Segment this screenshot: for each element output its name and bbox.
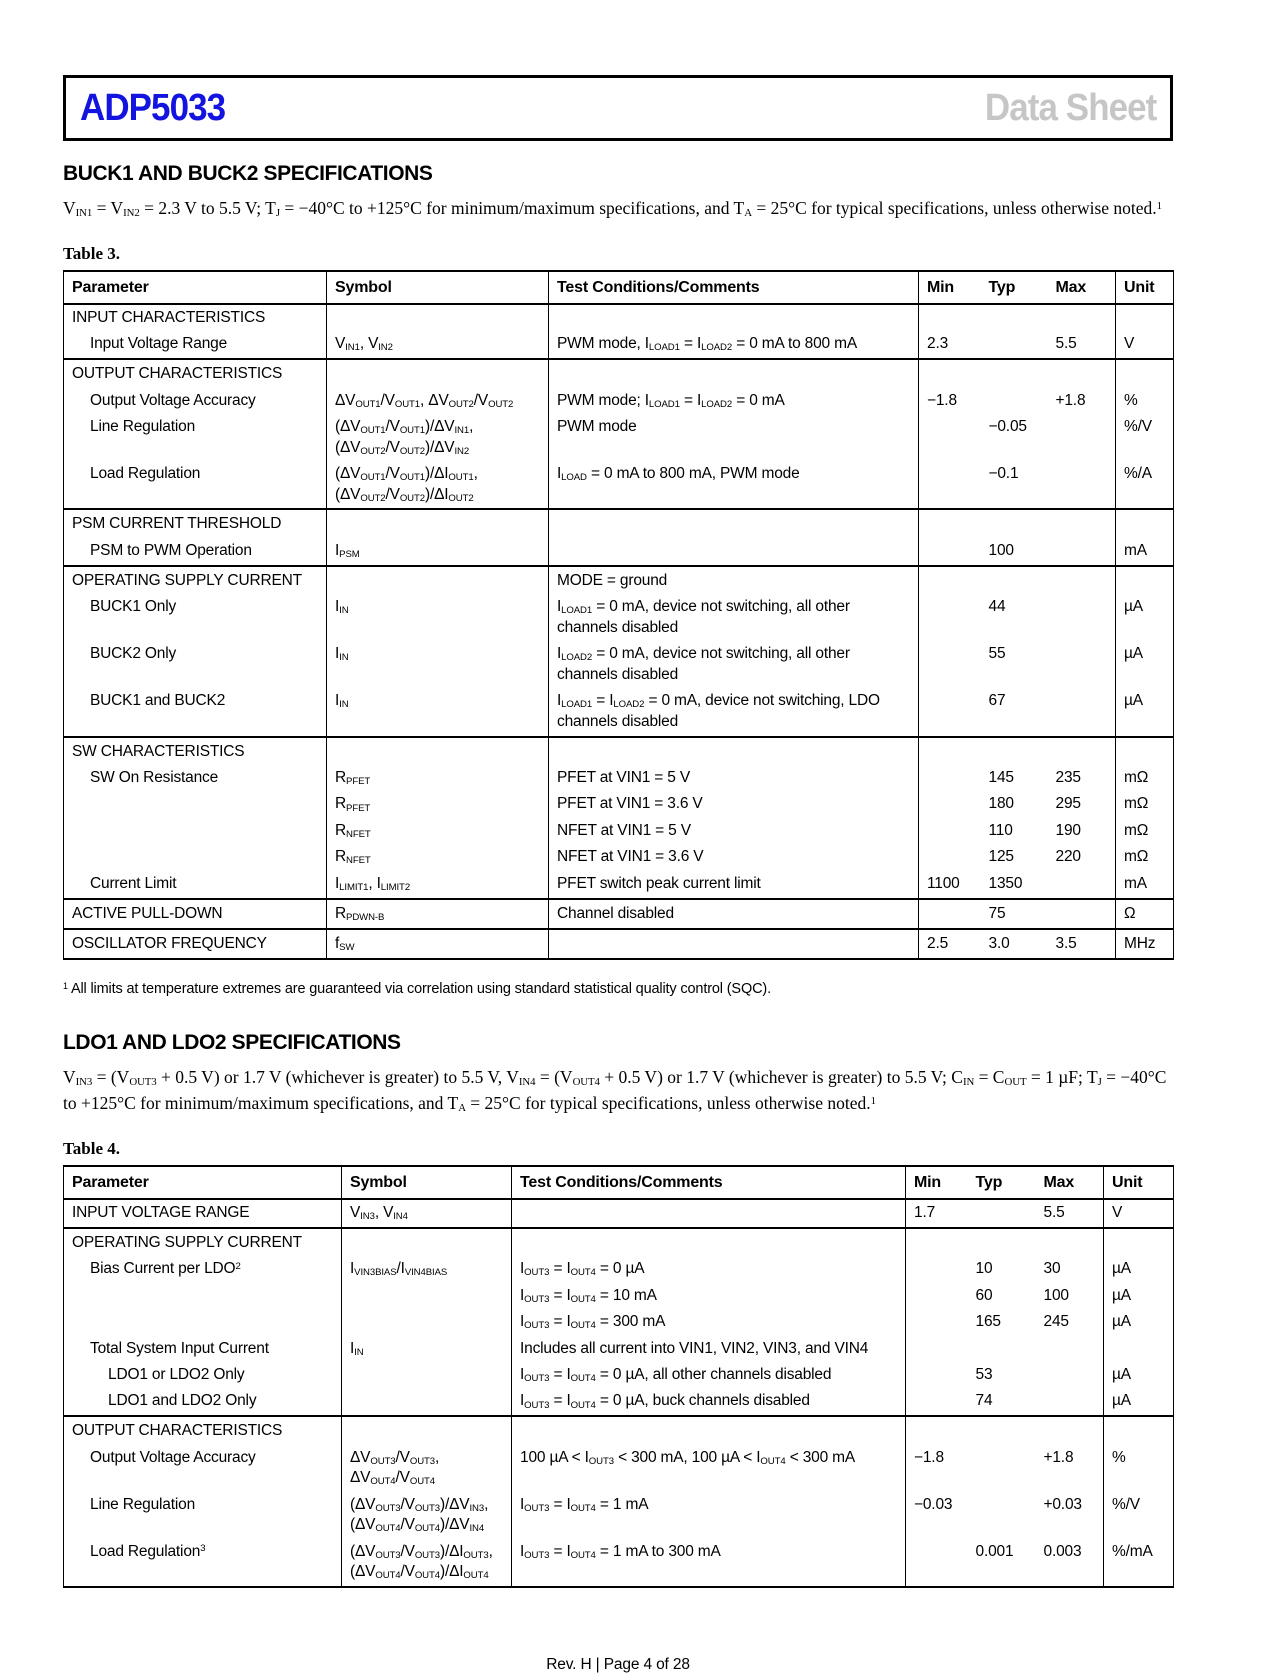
cell-typ bbox=[981, 566, 1048, 595]
cell-symbol: $(\Delta V_{OUT3}/V_{OUT3})/\Delta V_{IN3}$, $(\Delta V_{OUT4}/V_{OUT4})/\Delta V_{IN4}$ bbox=[342, 1492, 512, 1539]
cell-cond: $I_{LOAD1} = I_{LOAD2} = 0$ mA, device not switching, LDO channels disabled bbox=[549, 689, 919, 737]
cell-symbol: $(\Delta V_{OUT1}/V_{OUT1})/\Delta I_{OUT1}$, $(\Delta V_{OUT2}/V_{OUT2})/\Delta I_{OUT2}$ bbox=[327, 462, 549, 510]
cell-cond: $I_{LOAD1} = 0$ mA, device not switching, all other channels disabled bbox=[549, 595, 919, 642]
cell-unit: %/V bbox=[1112, 1495, 1140, 1513]
cell-max bbox=[1048, 689, 1116, 737]
cell-symbol: $f_{SW}$ bbox=[327, 929, 549, 959]
cell-typ: 74 bbox=[975, 1392, 993, 1410]
cell-max bbox=[1048, 415, 1116, 462]
cell-max: +0.03 bbox=[1036, 1492, 1104, 1539]
cell-param: PSM CURRENT THRESHOLD bbox=[64, 509, 327, 538]
cell-typ bbox=[968, 1228, 1036, 1257]
cell-max: 5.5 bbox=[1036, 1199, 1104, 1227]
cell-param: ACTIVE PULL-DOWN bbox=[64, 899, 327, 929]
cell-typ: 165 bbox=[975, 1313, 1001, 1331]
cell-symbol: $I_{IN}$ bbox=[327, 689, 549, 737]
cell-max bbox=[1048, 359, 1116, 388]
cell-unit: %/A bbox=[1124, 465, 1152, 483]
cell-typ bbox=[968, 1416, 1036, 1445]
table-row bbox=[64, 415, 1174, 462]
cell-symbol bbox=[327, 359, 549, 388]
table-row bbox=[64, 1389, 1174, 1416]
cell-symbol: $I_{IN}$ bbox=[342, 1336, 512, 1362]
col-min: Min bbox=[919, 271, 981, 304]
cell-unit bbox=[1116, 359, 1174, 388]
cell-min: 1100 bbox=[927, 874, 960, 892]
cell-cond: PFET at VIN1 = 5 V bbox=[549, 766, 919, 792]
col-parameter: Parameter bbox=[64, 1166, 342, 1199]
cell-min bbox=[919, 509, 981, 538]
table3-header bbox=[64, 271, 1174, 304]
cell-unit: µA bbox=[1112, 1392, 1131, 1410]
cell-unit: µA bbox=[1112, 1366, 1131, 1384]
cell-symbol: $I_{VIN3BIAS}/I_{VIN4BIAS}$ bbox=[342, 1257, 512, 1283]
table-row bbox=[64, 818, 1174, 844]
cell-typ: 55 bbox=[988, 645, 1006, 663]
cell-param: OPERATING SUPPLY CURRENT bbox=[64, 1228, 342, 1257]
cell-symbol: $R_{PFET}$ bbox=[327, 766, 549, 792]
cell-param: SW CHARACTERISTICS bbox=[64, 737, 327, 766]
cell-cond: $I_{LOAD2} = 0$ mA, device not switching, all other channels disabled bbox=[549, 642, 919, 689]
table-row bbox=[64, 845, 1174, 871]
table-row bbox=[64, 1539, 1174, 1587]
cell-cond: $I_{OUT3} = I_{OUT4} = 1$ mA to 300 mA bbox=[512, 1539, 906, 1587]
cell-cond: $I_{OUT3} = I_{OUT4} = 0$ µA, buck channels disabled bbox=[512, 1389, 906, 1416]
cell-cond bbox=[549, 538, 919, 565]
ldo-spec-table bbox=[63, 1165, 1174, 1588]
cell-min bbox=[919, 538, 981, 565]
cell-max: 30 bbox=[1036, 1257, 1104, 1283]
cell-param: Load Regulation$^3$ bbox=[64, 1539, 342, 1587]
page-header bbox=[63, 75, 1173, 141]
cell-param: INPUT VOLTAGE RANGE bbox=[64, 1199, 342, 1227]
cell-max: 235 bbox=[1048, 766, 1116, 792]
cell-max bbox=[1036, 1228, 1104, 1257]
cell-cond bbox=[549, 359, 919, 388]
cell-min bbox=[906, 1310, 968, 1336]
cell-min bbox=[906, 1257, 968, 1283]
cell-param bbox=[64, 1310, 342, 1336]
table-row bbox=[64, 566, 1174, 595]
cell-typ: 0.001 bbox=[975, 1542, 1014, 1560]
table-row bbox=[64, 899, 1174, 929]
table4-header bbox=[64, 1166, 1174, 1199]
cell-max: 220 bbox=[1048, 845, 1116, 871]
cell-min bbox=[906, 1336, 968, 1362]
cell-typ: 125 bbox=[988, 848, 1014, 866]
cell-max bbox=[1048, 899, 1116, 929]
cell-cond: PFET at VIN1 = 3.6 V bbox=[549, 792, 919, 818]
cell-symbol: $V_{IN1}$, $V_{IN2}$ bbox=[327, 332, 549, 359]
cell-unit: µA bbox=[1112, 1260, 1131, 1278]
cell-param: Load Regulation bbox=[64, 462, 327, 510]
cell-cond: PWM mode, $I_{LOAD1} = I_{LOAD2} = 0$ mA to 800 mA bbox=[549, 332, 919, 359]
cell-max bbox=[1048, 509, 1116, 538]
cell-unit bbox=[1104, 1416, 1174, 1445]
table-row bbox=[64, 929, 1174, 959]
table-row bbox=[64, 871, 1174, 898]
cell-symbol bbox=[327, 304, 549, 331]
buck-section-title: BUCK1 AND BUCK2 SPECIFICATIONS bbox=[63, 162, 433, 185]
cell-symbol: $I_{PSM}$ bbox=[327, 538, 549, 565]
cell-unit: V bbox=[1124, 335, 1135, 353]
cell-unit: µA bbox=[1112, 1313, 1131, 1331]
cell-min: −0.03 bbox=[914, 1495, 953, 1513]
col-max: Max bbox=[1048, 271, 1116, 304]
cell-symbol: $\Delta V_{OUT1}/V_{OUT1}$, $\Delta V_{OUT2}/V_{OUT2}$ bbox=[327, 388, 549, 414]
cell-param: SW On Resistance bbox=[64, 766, 327, 792]
cell-min bbox=[919, 642, 981, 689]
cell-max: 295 bbox=[1048, 792, 1116, 818]
cell-max bbox=[1036, 1363, 1104, 1389]
cell-typ: 100 bbox=[988, 541, 1014, 559]
cell-typ bbox=[981, 359, 1048, 388]
cell-max bbox=[1036, 1336, 1104, 1362]
cell-unit: %/mA bbox=[1112, 1542, 1153, 1560]
cell-min bbox=[906, 1363, 968, 1389]
cell-param: Output Voltage Accuracy bbox=[64, 1445, 342, 1492]
cell-param: Output Voltage Accuracy bbox=[64, 388, 327, 414]
cell-typ: 60 bbox=[975, 1286, 993, 1304]
cell-cond: $I_{OUT3} = I_{OUT4} = 0$ µA bbox=[512, 1257, 906, 1283]
table-row bbox=[64, 1228, 1174, 1257]
table-row bbox=[64, 689, 1174, 737]
table3-caption: Table 3. bbox=[63, 244, 121, 264]
col-max: Max bbox=[1036, 1166, 1104, 1199]
cell-unit: mA bbox=[1124, 541, 1147, 559]
table-row bbox=[64, 1199, 1174, 1227]
table-row bbox=[64, 388, 1174, 414]
cell-min bbox=[919, 304, 981, 331]
table3-body bbox=[64, 304, 1174, 958]
cell-typ: 53 bbox=[975, 1366, 993, 1384]
cell-param bbox=[64, 792, 327, 818]
cell-min bbox=[919, 845, 981, 871]
cell-cond: $I_{OUT3} = I_{OUT4} = 10$ mA bbox=[512, 1283, 906, 1309]
cell-symbol: $V_{IN3}$, $V_{IN4}$ bbox=[342, 1199, 512, 1227]
cell-unit: V bbox=[1112, 1203, 1123, 1221]
cell-unit: µA bbox=[1124, 692, 1143, 710]
col-parameter: Parameter bbox=[64, 271, 327, 304]
table-row bbox=[64, 462, 1174, 510]
cell-min bbox=[919, 899, 981, 929]
buck-intro-paragraph: $V_{IN1} = V_{IN2} = 2.3$ V to 5.5 V; $T_J = -40^\circ C$ to +125°C for minimum/maximum specifications, and $T_A = 25^\circ C$ for typical specifications, unless otherwise noted.$^1$ bbox=[63, 198, 1163, 220]
cell-min bbox=[919, 689, 981, 737]
cell-min: −1.8 bbox=[927, 391, 957, 409]
cell-symbol: $(\Delta V_{OUT3}/V_{OUT3})/\Delta I_{OUT3}$, $(\Delta V_{OUT4}/V_{OUT4})/\Delta I_{OUT4}$ bbox=[342, 1539, 512, 1587]
cell-min: −1.8 bbox=[914, 1448, 944, 1466]
cell-max: 0.003 bbox=[1036, 1539, 1104, 1587]
cell-cond: MODE = ground bbox=[549, 566, 919, 595]
col-min: Min bbox=[906, 1166, 968, 1199]
cell-symbol bbox=[342, 1310, 512, 1336]
page-footer: Rev. H | Page 4 of 28 bbox=[546, 1656, 690, 1674]
cell-symbol bbox=[342, 1228, 512, 1257]
cell-cond: PWM mode bbox=[549, 415, 919, 462]
cell-typ bbox=[968, 1199, 1036, 1227]
table-row bbox=[64, 595, 1174, 642]
cell-max bbox=[1048, 304, 1116, 331]
cell-min: 1.7 bbox=[914, 1203, 936, 1221]
cell-min bbox=[906, 1228, 968, 1257]
cell-max bbox=[1048, 737, 1116, 766]
table-row bbox=[64, 304, 1174, 331]
cell-cond bbox=[549, 737, 919, 766]
col-symbol: Symbol bbox=[327, 271, 549, 304]
table-row bbox=[64, 1336, 1174, 1362]
cell-min bbox=[906, 1389, 968, 1416]
cell-param: PSM to PWM Operation bbox=[64, 538, 327, 565]
cell-typ: 1350 bbox=[988, 874, 1023, 892]
cell-unit: MHz bbox=[1116, 929, 1174, 959]
cell-typ: 145 bbox=[988, 769, 1014, 787]
table-row bbox=[64, 1310, 1174, 1336]
cell-symbol bbox=[342, 1389, 512, 1416]
col-test-conditions: Test Conditions/Comments bbox=[512, 1166, 906, 1199]
cell-unit: µA bbox=[1124, 645, 1143, 663]
cell-cond: Includes all current into VIN1, VIN2, VIN3, and VIN4 bbox=[512, 1336, 906, 1362]
cell-unit: mΩ bbox=[1124, 848, 1149, 866]
cell-typ: 10 bbox=[975, 1260, 993, 1278]
cell-min bbox=[919, 359, 981, 388]
cell-cond: $I_{OUT3} = I_{OUT4} = 1$ mA bbox=[512, 1492, 906, 1539]
cell-symbol bbox=[342, 1416, 512, 1445]
cell-unit: % bbox=[1112, 1448, 1126, 1466]
table4-caption: Table 4. bbox=[63, 1139, 121, 1159]
cell-typ: 75 bbox=[981, 899, 1048, 929]
cell-typ bbox=[968, 1492, 1036, 1539]
cell-param: LDO1 and LDO2 Only bbox=[64, 1389, 342, 1416]
cell-param: BUCK1 and BUCK2 bbox=[64, 689, 327, 737]
cell-cond: $I_{OUT3} = I_{OUT4} = 300$ mA bbox=[512, 1310, 906, 1336]
cell-unit: Ω bbox=[1116, 899, 1174, 929]
cell-max bbox=[1036, 1389, 1104, 1416]
cell-typ: 44 bbox=[988, 598, 1006, 616]
cell-max: 100 bbox=[1036, 1283, 1104, 1309]
cell-cond bbox=[512, 1199, 906, 1227]
cell-param: BUCK2 Only bbox=[64, 642, 327, 689]
cell-symbol bbox=[327, 737, 549, 766]
col-unit: Unit bbox=[1116, 271, 1174, 304]
cell-max: 3.5 bbox=[1048, 929, 1116, 959]
table-row bbox=[64, 538, 1174, 565]
cell-max: 190 bbox=[1048, 818, 1116, 844]
cell-unit bbox=[1104, 1336, 1174, 1362]
cell-cond bbox=[549, 929, 919, 959]
part-number: ADP5033 bbox=[80, 86, 226, 129]
cell-typ bbox=[968, 1336, 1036, 1362]
cell-param: Bias Current per LDO$^2$ bbox=[64, 1257, 342, 1283]
cell-cond: NFET at VIN1 = 5 V bbox=[549, 818, 919, 844]
cell-symbol bbox=[327, 566, 549, 595]
table-row bbox=[64, 737, 1174, 766]
table-row bbox=[64, 642, 1174, 689]
cell-unit: % bbox=[1124, 391, 1138, 409]
cell-param: Line Regulation bbox=[64, 1492, 342, 1539]
col-symbol: Symbol bbox=[342, 1166, 512, 1199]
cell-min bbox=[906, 1283, 968, 1309]
cell-unit bbox=[1104, 1228, 1174, 1257]
cell-unit: µA bbox=[1124, 598, 1143, 616]
table-header-row bbox=[64, 1166, 1174, 1199]
cell-param: Line Regulation bbox=[64, 415, 327, 462]
cell-typ: 67 bbox=[988, 692, 1006, 710]
cell-min bbox=[906, 1416, 968, 1445]
cell-cond: $I_{OUT3} = I_{OUT4} = 0$ µA, all other channels disabled bbox=[512, 1363, 906, 1389]
cell-min: 2.5 bbox=[919, 929, 981, 959]
cell-cond bbox=[512, 1228, 906, 1257]
table3-footnote: $^1$ All limits at temperature extremes are guaranteed via correlation using standard statistical quality control (SQC). bbox=[63, 980, 771, 997]
cell-max bbox=[1036, 1416, 1104, 1445]
cell-unit bbox=[1116, 304, 1174, 331]
doc-title: Data Sheet bbox=[984, 86, 1156, 129]
cell-min: 2.3 bbox=[927, 335, 949, 353]
cell-max bbox=[1048, 642, 1116, 689]
cell-max bbox=[1048, 595, 1116, 642]
ldo-section-title: LDO1 AND LDO2 SPECIFICATIONS bbox=[63, 1030, 401, 1054]
table-row bbox=[64, 359, 1174, 388]
cell-cond bbox=[549, 304, 919, 331]
cell-cond: $I_{LOAD} = 0$ mA to 800 mA, PWM mode bbox=[549, 462, 919, 510]
table-row bbox=[64, 509, 1174, 538]
cell-cond: Channel disabled bbox=[549, 899, 919, 929]
cell-symbol: $\Delta V_{OUT3}/V_{OUT3}$, $\Delta V_{OUT4}/V_{OUT4}$ bbox=[342, 1445, 512, 1492]
col-typ: Typ bbox=[981, 271, 1048, 304]
cell-unit: %/V bbox=[1124, 418, 1152, 436]
cell-symbol: $R_{NFET}$ bbox=[327, 818, 549, 844]
cell-param: OUTPUT CHARACTERISTICS bbox=[64, 1416, 342, 1445]
cell-unit: mΩ bbox=[1124, 821, 1149, 839]
col-typ: Typ bbox=[968, 1166, 1036, 1199]
cell-typ: 110 bbox=[988, 821, 1013, 839]
cell-typ bbox=[981, 304, 1048, 331]
cell-typ: −0.1 bbox=[988, 465, 1019, 483]
cell-max bbox=[1048, 871, 1116, 898]
cell-min bbox=[919, 566, 981, 595]
cell-cond: PWM mode; $I_{LOAD1} = I_{LOAD2} = 0$ mA bbox=[549, 388, 919, 414]
cell-min bbox=[919, 595, 981, 642]
ldo-intro-paragraph: $V_{IN3} = (V_{OUT3} + 0.5$ V) or 1.7 V (whichever is greater) to 5.5 V, $V_{IN4} = (V_{OUT4} + 0.5$ V) or 1.7 V (whichever is greater) to 5.5 V; $C_{IN} = C_{OUT} = 1$ µF; $T_J = -40^\circ C$ to +125°C for minimum/maximum specifications, and $T_A = 25^\circ C$ for typical specifications, unless otherwise noted.$^1$ bbox=[63, 1066, 1167, 1115]
cell-unit: µA bbox=[1112, 1286, 1131, 1304]
cell-typ: 180 bbox=[988, 795, 1014, 813]
table-row bbox=[64, 1416, 1174, 1445]
cell-param: Input Voltage Range bbox=[64, 332, 327, 359]
cell-cond bbox=[512, 1416, 906, 1445]
cell-typ bbox=[968, 1445, 1036, 1492]
cell-param bbox=[64, 845, 327, 871]
cell-unit: mΩ bbox=[1124, 769, 1149, 787]
cell-param: Total System Input Current bbox=[64, 1336, 342, 1362]
table4-body bbox=[64, 1199, 1174, 1587]
cell-min bbox=[919, 415, 981, 462]
cell-symbol bbox=[327, 509, 549, 538]
cell-param: OPERATING SUPPLY CURRENT bbox=[64, 566, 327, 595]
col-test-conditions: Test Conditions/Comments bbox=[549, 271, 919, 304]
cell-typ bbox=[981, 509, 1048, 538]
table-header-row bbox=[64, 271, 1174, 304]
cell-param: OSCILLATOR FREQUENCY bbox=[64, 929, 327, 959]
cell-unit bbox=[1116, 509, 1174, 538]
cell-unit: mA bbox=[1124, 874, 1147, 892]
cell-min bbox=[919, 766, 981, 792]
cell-symbol bbox=[342, 1283, 512, 1309]
cell-param: LDO1 or LDO2 Only bbox=[64, 1363, 342, 1389]
cell-cond bbox=[549, 509, 919, 538]
table-row bbox=[64, 792, 1174, 818]
cell-symbol: $R_{PFET}$ bbox=[327, 792, 549, 818]
cell-max bbox=[1048, 538, 1116, 565]
cell-min bbox=[919, 792, 981, 818]
cell-symbol: $R_{PDWN-B}$ bbox=[327, 899, 549, 929]
buck-spec-table bbox=[63, 270, 1174, 959]
cell-cond: PFET switch peak current limit bbox=[549, 871, 919, 898]
cell-symbol bbox=[342, 1363, 512, 1389]
cell-param: INPUT CHARACTERISTICS bbox=[64, 304, 327, 331]
cell-symbol: $R_{NFET}$ bbox=[327, 845, 549, 871]
cell-param bbox=[64, 1283, 342, 1309]
cell-typ: −0.05 bbox=[988, 418, 1027, 436]
table-row bbox=[64, 1283, 1174, 1309]
table-row bbox=[64, 1492, 1174, 1539]
table-row bbox=[64, 1257, 1174, 1283]
table-row bbox=[64, 332, 1174, 359]
cell-min bbox=[906, 1539, 968, 1587]
cell-min bbox=[919, 818, 981, 844]
cell-typ bbox=[981, 388, 1048, 414]
cell-max: 5.5 bbox=[1048, 332, 1116, 359]
table-row bbox=[64, 766, 1174, 792]
cell-unit bbox=[1116, 566, 1174, 595]
cell-typ: 3.0 bbox=[981, 929, 1048, 959]
cell-param bbox=[64, 818, 327, 844]
cell-max: +1.8 bbox=[1048, 388, 1116, 414]
cell-typ bbox=[981, 332, 1048, 359]
cell-unit: mΩ bbox=[1124, 795, 1149, 813]
cell-param: Current Limit bbox=[64, 871, 327, 898]
cell-max: 245 bbox=[1036, 1310, 1104, 1336]
cell-symbol: $(\Delta V_{OUT1}/V_{OUT1})/\Delta V_{IN1}$, $(\Delta V_{OUT2}/V_{OUT2})/\Delta V_{IN2}$ bbox=[327, 415, 549, 462]
cell-max bbox=[1048, 566, 1116, 595]
table-row bbox=[64, 1445, 1174, 1492]
cell-cond: NFET at VIN1 = 3.6 V bbox=[549, 845, 919, 871]
cell-max: +1.8 bbox=[1036, 1445, 1104, 1492]
table-row bbox=[64, 1363, 1174, 1389]
cell-symbol: $I_{IN}$ bbox=[327, 595, 549, 642]
cell-cond: 100 $\mu A < I_{OUT3} < 300$ mA, 100 $\mu A < I_{OUT4} < 300$ mA bbox=[512, 1445, 906, 1492]
cell-min bbox=[919, 737, 981, 766]
cell-unit bbox=[1116, 737, 1174, 766]
cell-max bbox=[1048, 462, 1116, 510]
cell-symbol: $I_{IN}$ bbox=[327, 642, 549, 689]
cell-typ bbox=[981, 737, 1048, 766]
cell-symbol: $I_{LIMIT1}$, $I_{LIMIT2}$ bbox=[327, 871, 549, 898]
cell-param: BUCK1 Only bbox=[64, 595, 327, 642]
cell-param: OUTPUT CHARACTERISTICS bbox=[64, 359, 327, 388]
cell-min bbox=[919, 462, 981, 510]
col-unit: Unit bbox=[1104, 1166, 1174, 1199]
